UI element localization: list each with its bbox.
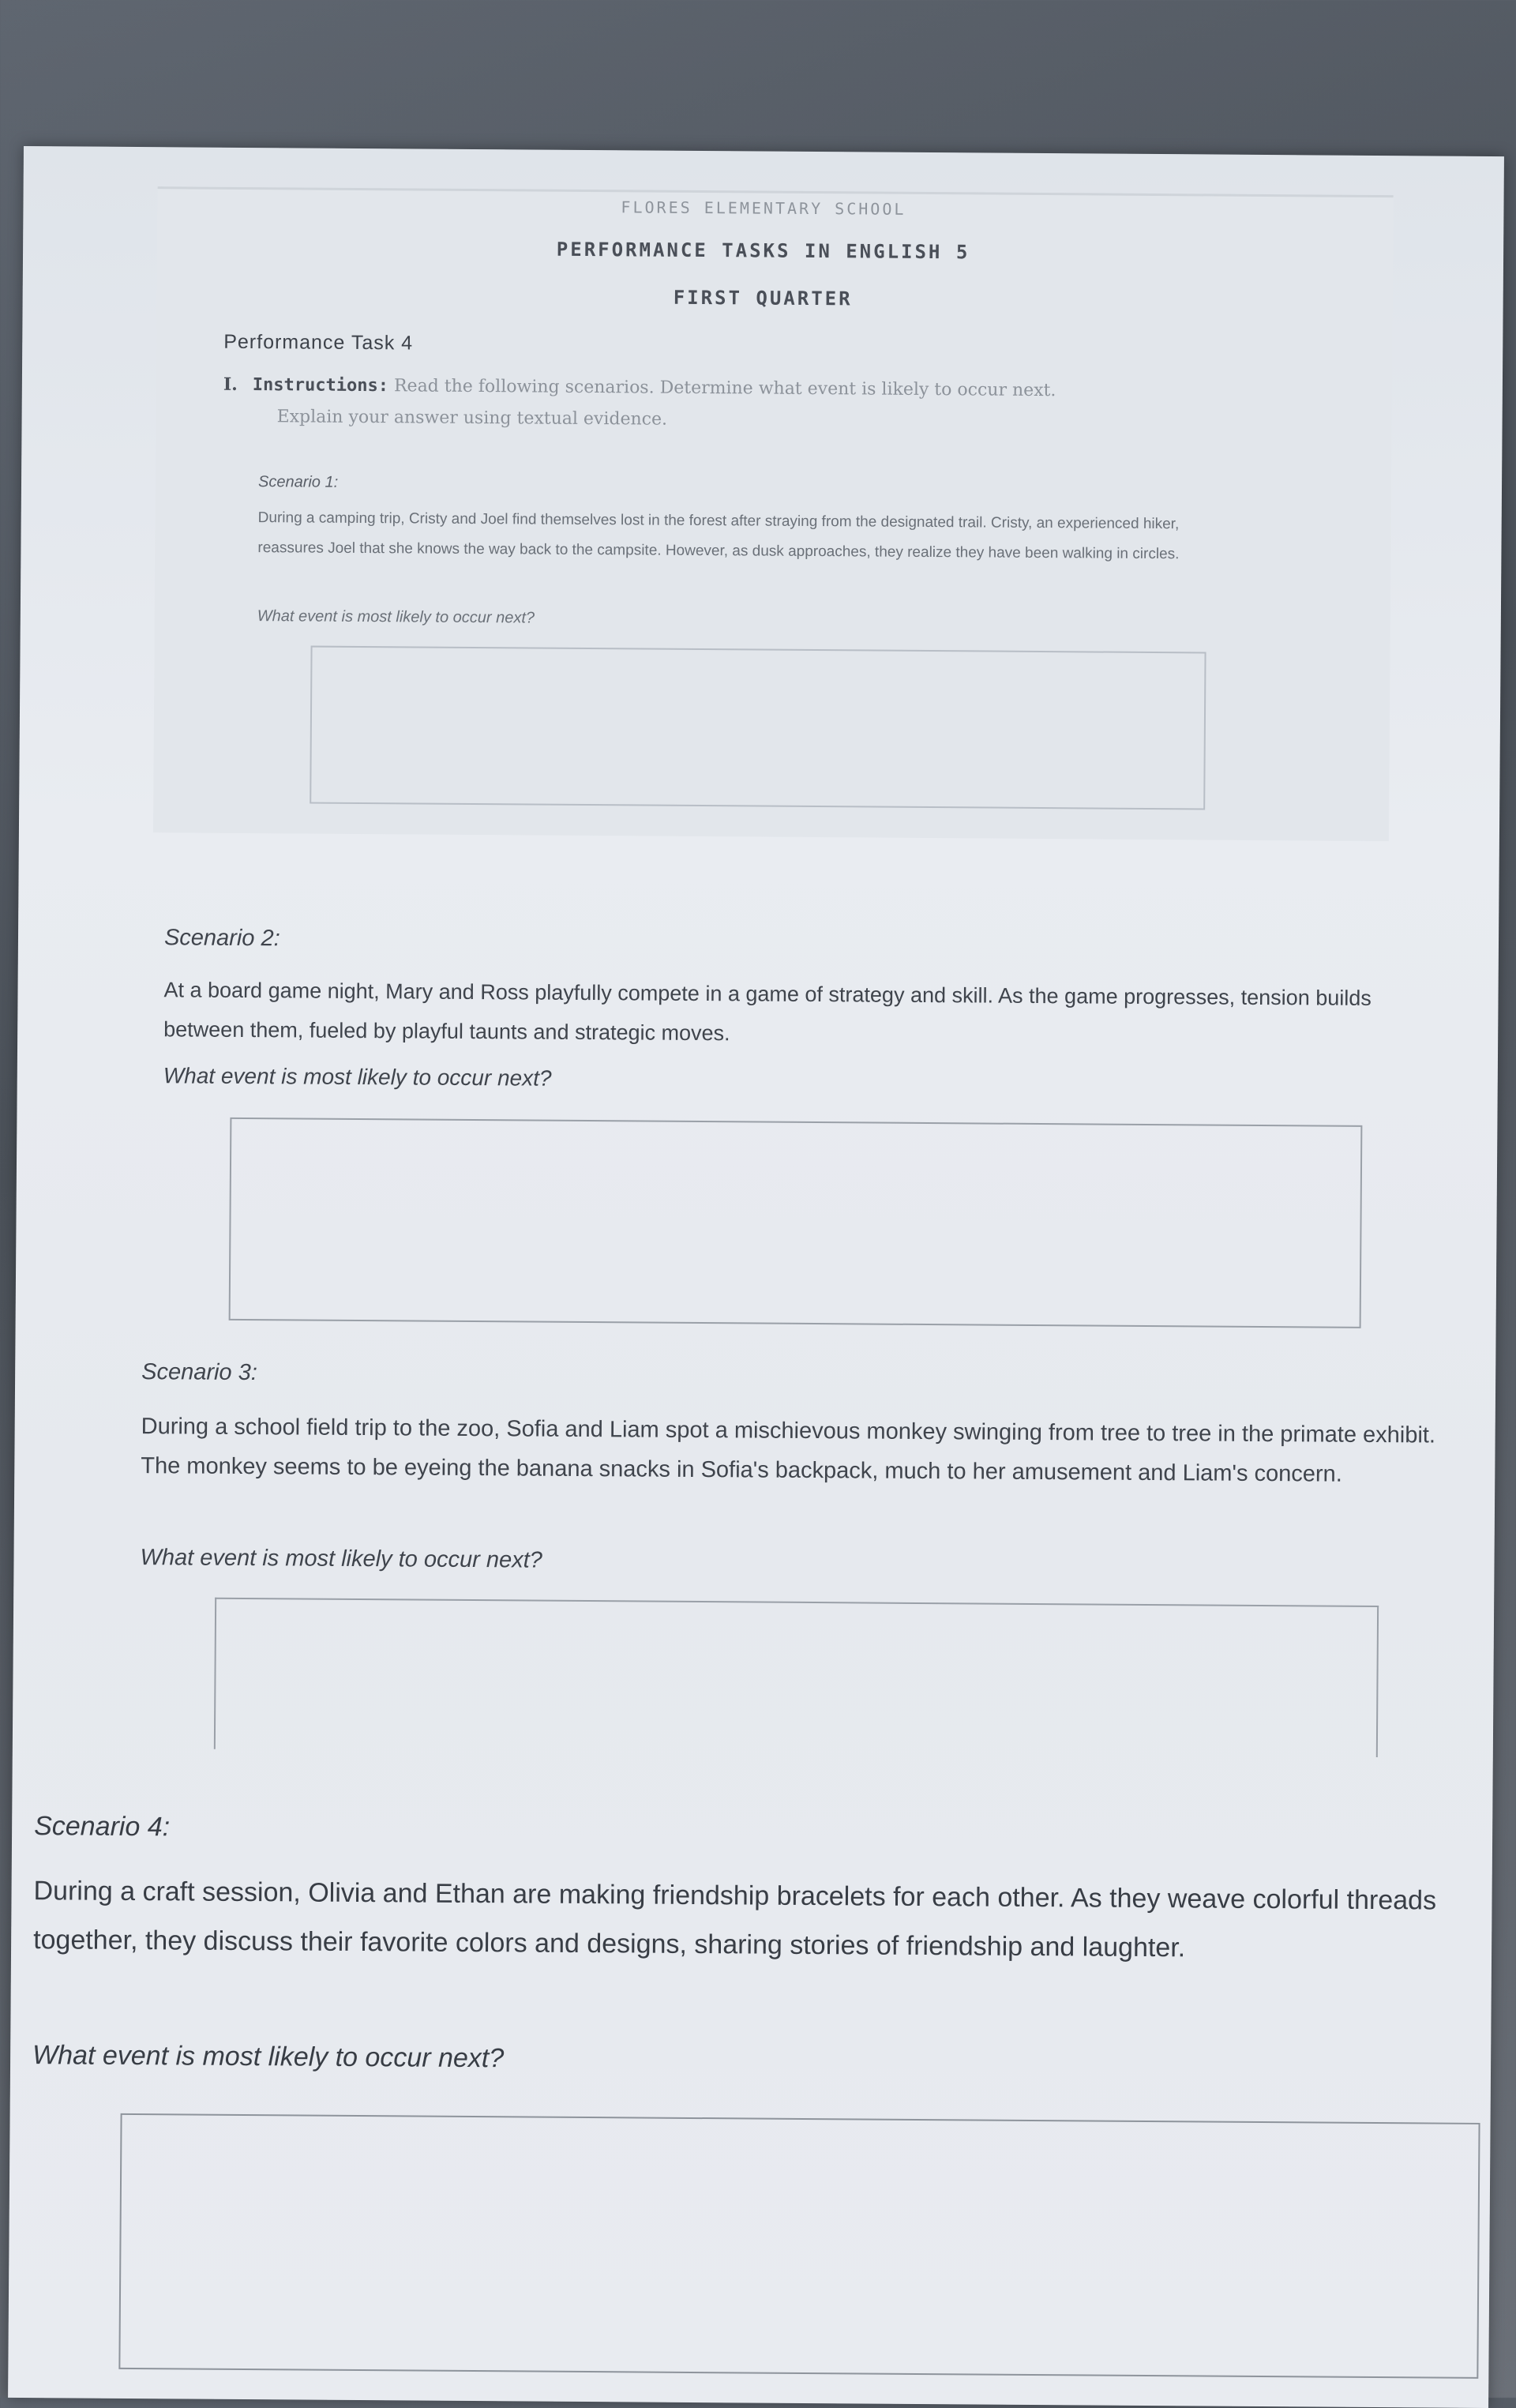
scenario-2-title: Scenario 2:	[163, 925, 280, 952]
scenario-3-answer-box[interactable]	[214, 1598, 1379, 1757]
scenario-1-text: During a camping trip, Cristy and Joel find themselves lost in the forest after straying from the designated trail. Cristy, an experienced hiker, reassures Joel that she knows the way back to the campsite. However, as dusk approaches, they realize they have been walking in circles.	[257, 509, 1180, 563]
scenario-2-answer-box[interactable]	[229, 1118, 1363, 1328]
scenario-2-question: What event is most likely to occur next?	[163, 1063, 552, 1091]
instructions-text-2: Explain your answer using textual evidence.	[276, 407, 668, 430]
scenario-3-title: Scenario 3:	[141, 1359, 257, 1386]
scenario-1-answer-box[interactable]	[310, 646, 1206, 810]
quarter-label: FIRST QUARTER	[673, 286, 853, 310]
instructions-text-1: Read the following scenarios. Determine what event is likely to occur next.	[393, 376, 1056, 401]
task-title: Performance Task 4	[223, 330, 414, 355]
scenario-3-question: What event is most likely to occur next?	[140, 1545, 542, 1573]
scenario-2-text: At a board game night, Mary and Ross playfully compete in a game of strategy and skill. As the game progresses, tension builds between them, fueled by playful taunts and strategic moves.	[163, 978, 1372, 1046]
scenario-1-question: What event is most likely to occur next?	[257, 607, 535, 627]
instructions-number: I.	[223, 374, 238, 395]
page-title: PERFORMANCE TASKS IN ENGLISH 5	[556, 238, 970, 264]
worksheet-paper	[8, 146, 1504, 2408]
scenario-4-text: During a craft session, Olivia and Ethan are making friendship bracelets for each other. As they weave colorful threads together, they discuss their favorite colors and designs, sharing stories of friendship and laughter.	[33, 1876, 1437, 1963]
instructions-label: Instructions:	[252, 375, 389, 396]
scenario-3-text: During a school field trip to the zoo, Sofia and Liam spot a mischievous monkey swinging from tree to tree in the primate exhibit. The monkey seems to be eyeing the banana snacks in Sofia's backpack, much to her amusement and Liam's concern.	[141, 1414, 1436, 1487]
instructions	[223, 369, 1329, 441]
school-name: FLORES ELEMENTARY SCHOOL	[621, 197, 906, 219]
scenario-4-title: Scenario 4:	[34, 1811, 171, 1843]
scenario-4-answer-box[interactable]	[118, 2113, 1480, 2379]
scenario-1-title: Scenario 1:	[257, 473, 339, 491]
scenario-4-question: What event is most likely to occur next?	[32, 2040, 505, 2074]
